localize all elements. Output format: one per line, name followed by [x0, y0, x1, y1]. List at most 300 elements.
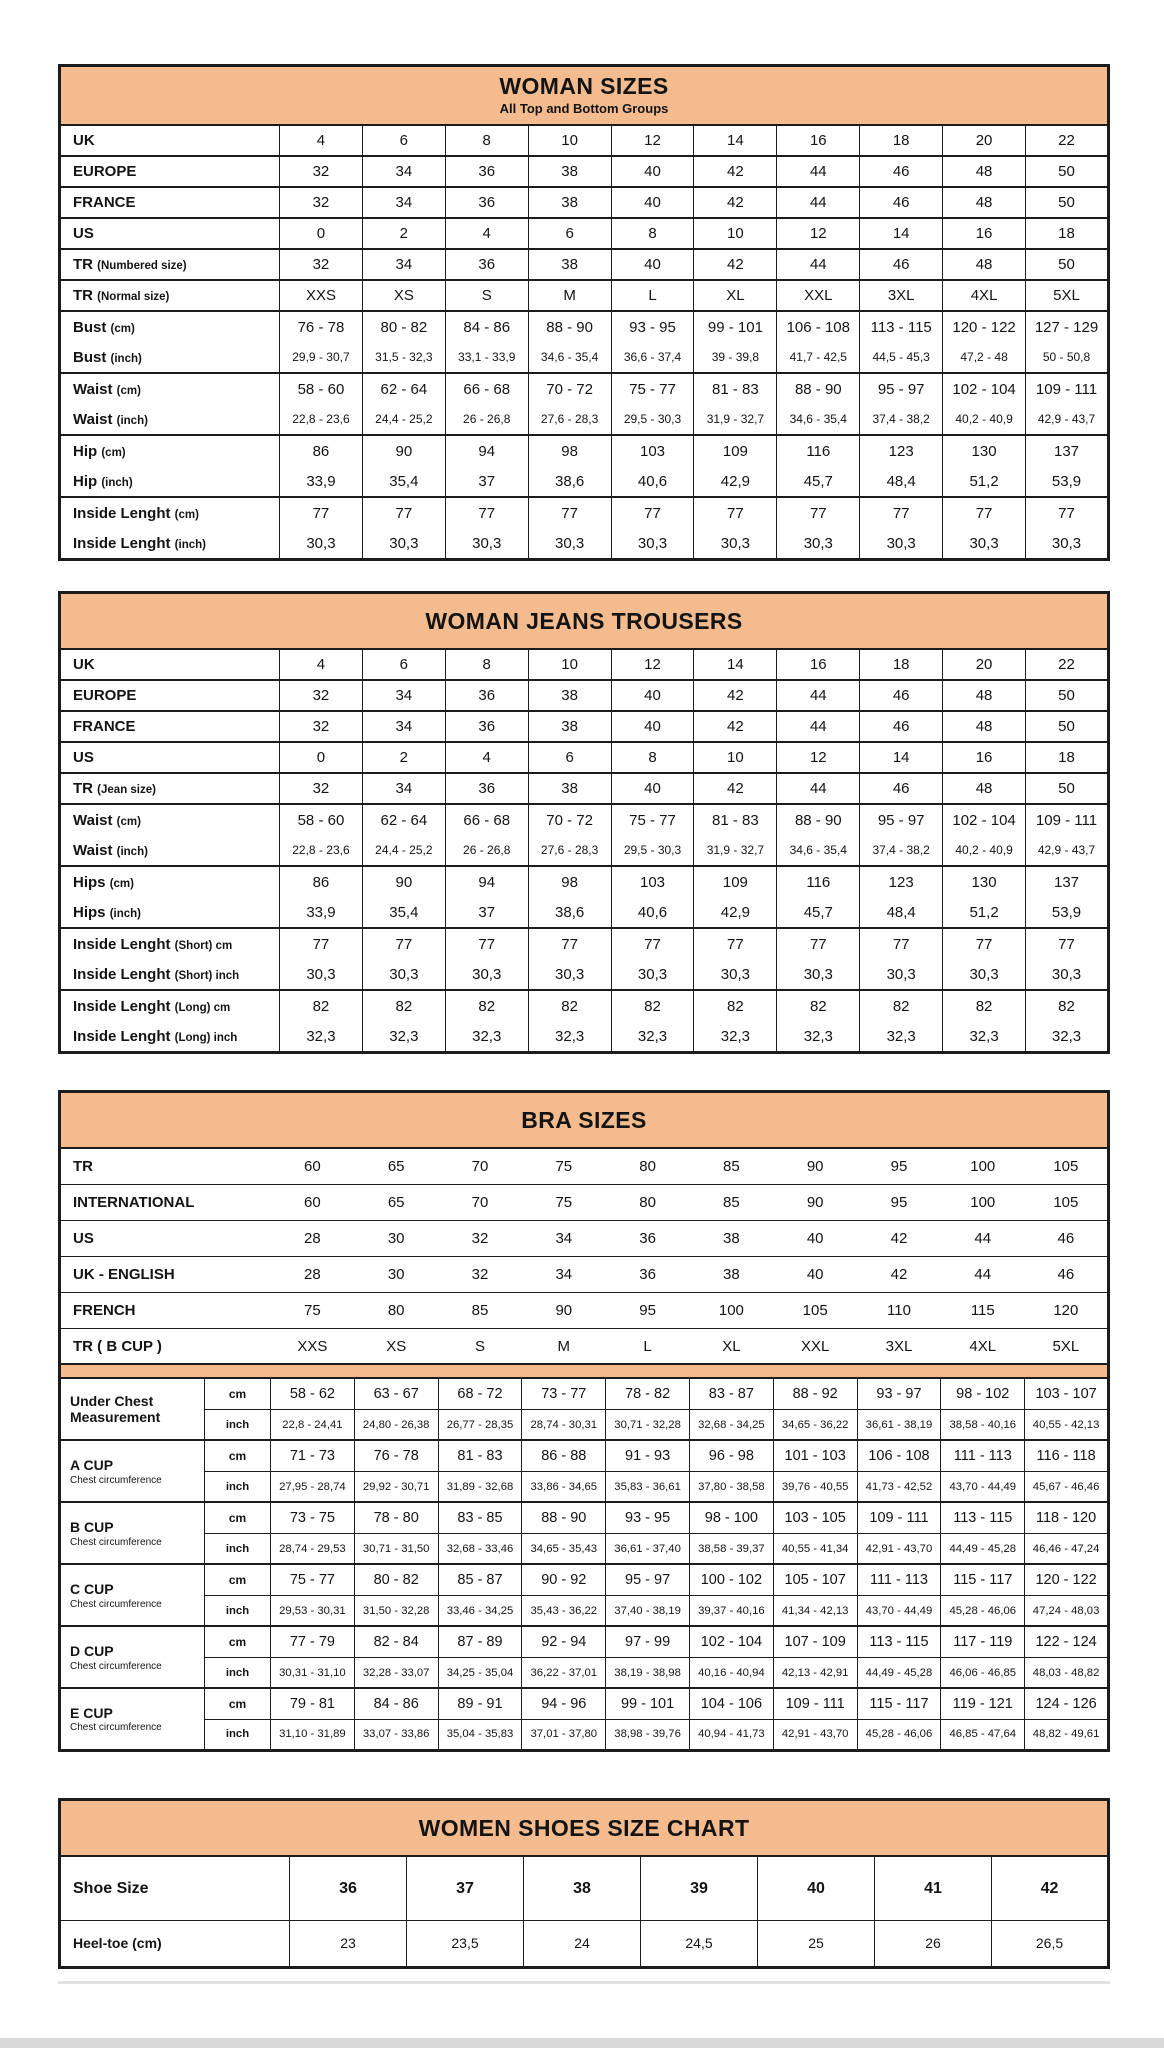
value-cell: 127 - 129	[1026, 311, 1109, 342]
value-cell: 113 - 115	[857, 1626, 941, 1657]
row-label-qualifier: (cm)	[174, 508, 199, 521]
row-label-qualifier: (Long) cm	[174, 1001, 231, 1014]
value-cell: 8	[611, 742, 694, 773]
value-cell: 12	[611, 125, 694, 156]
value-cell: 120 - 122	[1025, 1564, 1109, 1595]
value-cell: 0	[280, 218, 363, 249]
value-cell: 35,83 - 36,61	[606, 1471, 690, 1502]
row-label-text: FRANCE	[73, 718, 136, 736]
value-cell: 90	[362, 435, 445, 466]
value-cell: 30,3	[362, 959, 445, 990]
value-cell: 38	[689, 1256, 773, 1292]
value-cell: 46	[860, 249, 943, 280]
cup-label-text: Under Chest Measurement	[70, 1392, 161, 1426]
value-cell: 90	[773, 1184, 857, 1220]
value-cell: 91 - 93	[606, 1440, 690, 1471]
value-cell: 28	[271, 1220, 355, 1256]
value-cell: 6	[528, 218, 611, 249]
value-cell: 48	[943, 711, 1026, 742]
value-cell: 82	[1026, 990, 1109, 1021]
value-cell: 77	[860, 497, 943, 528]
value-cell: 77	[777, 928, 860, 959]
value-cell: 97 - 99	[606, 1626, 690, 1657]
value-cell: 80	[606, 1184, 690, 1220]
value-cell: 85	[438, 1292, 522, 1328]
table-row	[60, 959, 1109, 990]
value-cell: 130	[943, 435, 1026, 466]
value-cell: 26,77 - 28,35	[438, 1409, 522, 1440]
value-cell: 117 - 119	[941, 1626, 1025, 1657]
value-cell: 75 - 77	[611, 373, 694, 404]
value-cell: 45,7	[777, 897, 860, 928]
value-cell: 77	[943, 497, 1026, 528]
value-cell: 94	[445, 866, 528, 897]
value-cell: 66 - 68	[445, 804, 528, 835]
value-cell: 77	[528, 497, 611, 528]
value-cell: 24,4 - 25,2	[362, 835, 445, 866]
row-label	[60, 928, 280, 959]
row-label-qualifier: (Short) inch	[174, 969, 240, 982]
value-cell: 42,9	[694, 897, 777, 928]
value-cell: 78 - 80	[354, 1502, 438, 1533]
value-cell: 82	[528, 990, 611, 1021]
value-cell: 43,70 - 44,49	[857, 1595, 941, 1626]
value-cell: 36,6 - 37,4	[611, 342, 694, 373]
value-cell: 45,28 - 46,06	[857, 1719, 941, 1750]
value-cell: 77	[528, 928, 611, 959]
value-cell: 100	[941, 1148, 1025, 1184]
value-cell: 40	[611, 680, 694, 711]
row-label-qualifier: (inch)	[174, 538, 206, 551]
value-cell: 40	[773, 1220, 857, 1256]
value-cell: 124 - 126	[1025, 1688, 1109, 1719]
table-row	[60, 404, 1109, 435]
value-cell: 24,4 - 25,2	[362, 404, 445, 435]
value-cell: 38	[528, 249, 611, 280]
value-cell: 51,2	[943, 466, 1026, 497]
value-cell: 32,3	[777, 1021, 860, 1052]
row-label-qualifier: (inch)	[116, 414, 148, 427]
value-cell: 22,8 - 23,6	[280, 835, 363, 866]
value-cell: 46,46 - 47,24	[1025, 1533, 1109, 1564]
value-cell: 23,5	[407, 1920, 524, 1967]
value-cell: 75	[522, 1184, 606, 1220]
value-cell: 30,3	[1026, 959, 1109, 990]
value-cell: 73 - 77	[522, 1378, 606, 1409]
table-row	[60, 866, 1109, 897]
value-cell: 93 - 95	[611, 311, 694, 342]
value-cell: 46	[860, 680, 943, 711]
cup-sublabel-text: Chest circumference	[70, 1536, 162, 1548]
value-cell: 34	[362, 773, 445, 804]
value-cell: 99 - 101	[694, 311, 777, 342]
value-cell: 26	[875, 1920, 992, 1967]
table-row	[60, 1440, 1109, 1471]
value-cell: 30,71 - 31,50	[354, 1533, 438, 1564]
row-label	[60, 742, 280, 773]
value-cell: 12	[777, 218, 860, 249]
value-cell: 31,9 - 32,7	[694, 404, 777, 435]
value-cell: 40,2 - 40,9	[943, 835, 1026, 866]
value-cell: XL	[689, 1328, 773, 1364]
row-label	[60, 280, 280, 311]
value-cell: 4XL	[943, 280, 1026, 311]
value-cell: 77	[611, 497, 694, 528]
value-cell: 77	[280, 497, 363, 528]
band-row	[60, 1091, 1109, 1148]
value-cell: 81 - 83	[694, 804, 777, 835]
row-label	[60, 125, 280, 156]
value-cell: 116	[777, 435, 860, 466]
value-cell: 42,9 - 43,7	[1026, 835, 1109, 866]
value-cell: 30,3	[280, 528, 363, 559]
value-cell: 50	[1026, 249, 1109, 280]
row-label	[60, 156, 280, 187]
row-label	[60, 249, 280, 280]
value-cell: 24,5	[641, 1920, 758, 1967]
table-row	[60, 1409, 1109, 1440]
value-cell: 113 - 115	[941, 1502, 1025, 1533]
row-label-text: Waist	[73, 841, 113, 859]
unit-label-cm: cm	[205, 1688, 271, 1719]
value-cell: 63 - 67	[354, 1378, 438, 1409]
row-label-qualifier: (inch)	[109, 907, 141, 920]
row-label	[60, 466, 280, 497]
value-cell: 40,55 - 42,13	[1025, 1409, 1109, 1440]
value-cell: 34	[362, 249, 445, 280]
shoes-size-section	[58, 1798, 1110, 1969]
value-cell: 40,16 - 40,94	[689, 1657, 773, 1688]
row-label-qualifier: (cm)	[109, 877, 134, 890]
table-title: BRA SIZES	[521, 1106, 647, 1133]
row-label	[60, 187, 280, 218]
value-cell: 115 - 117	[941, 1564, 1025, 1595]
value-cell: 39,37 - 40,16	[689, 1595, 773, 1626]
value-cell: 22,8 - 23,6	[280, 404, 363, 435]
value-cell: XS	[354, 1328, 438, 1364]
woman_jeans-header-band	[60, 592, 1109, 649]
woman_sizes-header-band	[60, 66, 1109, 126]
value-cell: 32,28 - 33,07	[354, 1657, 438, 1688]
value-cell: 38,6	[528, 466, 611, 497]
value-cell: 81 - 83	[694, 373, 777, 404]
row-label-qualifier: (Normal size)	[97, 291, 170, 304]
value-cell: 39	[641, 1856, 758, 1920]
value-cell: 4	[280, 125, 363, 156]
value-cell: 43,70 - 44,49	[941, 1471, 1025, 1502]
value-cell: 86 - 88	[522, 1440, 606, 1471]
value-cell: 3XL	[860, 280, 943, 311]
table-row	[60, 928, 1109, 959]
value-cell: XXL	[777, 280, 860, 311]
value-cell: 106 - 108	[777, 311, 860, 342]
value-cell: 40	[758, 1856, 875, 1920]
unit-label-inch: inch	[205, 1409, 271, 1440]
value-cell: 111 - 113	[857, 1564, 941, 1595]
value-cell: 50 - 50,8	[1026, 342, 1109, 373]
cup-label-text: E CUP	[70, 1704, 113, 1721]
cup-sublabel-text: Chest circumference	[70, 1660, 162, 1672]
value-cell: 41	[875, 1856, 992, 1920]
value-cell: 38	[689, 1220, 773, 1256]
value-cell: 80	[606, 1148, 690, 1184]
value-cell: L	[606, 1328, 690, 1364]
value-cell: 38	[528, 187, 611, 218]
value-cell: 102 - 104	[689, 1626, 773, 1657]
row-label-text: Inside Lenght	[73, 997, 171, 1015]
band-row	[60, 1799, 1109, 1856]
value-cell: 6	[362, 125, 445, 156]
row-label-text: UK	[73, 656, 95, 674]
value-cell: 23	[290, 1920, 407, 1967]
value-cell: 18	[1026, 218, 1109, 249]
value-cell: 32,68 - 34,25	[689, 1409, 773, 1440]
value-cell: 85 - 87	[438, 1564, 522, 1595]
value-cell: 18	[1026, 742, 1109, 773]
value-cell: 26 - 26,8	[445, 404, 528, 435]
value-cell: 40,55 - 41,34	[773, 1533, 857, 1564]
value-cell: XS	[362, 280, 445, 311]
table-row	[60, 804, 1109, 835]
value-cell: 48	[943, 156, 1026, 187]
value-cell: 34,25 - 35,04	[438, 1657, 522, 1688]
value-cell: 4	[445, 742, 528, 773]
value-cell: M	[522, 1328, 606, 1364]
row-label	[60, 773, 280, 804]
value-cell: 62 - 64	[362, 373, 445, 404]
value-cell: 120	[1025, 1292, 1109, 1328]
cup-sublabel-text: Chest circumference	[70, 1722, 162, 1734]
value-cell: 30,3	[943, 959, 1026, 990]
value-cell: 68 - 72	[438, 1378, 522, 1409]
value-cell: 70 - 72	[528, 373, 611, 404]
value-cell: 99 - 101	[606, 1688, 690, 1719]
table-row	[60, 990, 1109, 1021]
table-row	[60, 1688, 1109, 1719]
row-label-text: Inside Lenght	[73, 965, 171, 983]
value-cell: M	[528, 280, 611, 311]
unit-label-cm: cm	[205, 1564, 271, 1595]
value-cell: 27,6 - 28,3	[528, 835, 611, 866]
value-cell: 34,6 - 35,4	[528, 342, 611, 373]
value-cell: 22,8 - 24,41	[271, 1409, 355, 1440]
value-cell: 29,5 - 30,3	[611, 835, 694, 866]
value-cell: 76 - 78	[354, 1440, 438, 1471]
value-cell: 42,9	[694, 466, 777, 497]
value-cell: 102 - 104	[943, 373, 1026, 404]
value-cell: 38,58 - 40,16	[941, 1409, 1025, 1440]
value-cell: 33,86 - 34,65	[522, 1471, 606, 1502]
value-cell: 30,3	[943, 528, 1026, 559]
value-cell: 31,10 - 31,89	[271, 1719, 355, 1750]
value-cell: 48,4	[860, 897, 943, 928]
value-cell: 30,3	[280, 959, 363, 990]
value-cell: 32	[438, 1220, 522, 1256]
value-cell: 30,3	[860, 528, 943, 559]
value-cell: 82	[777, 990, 860, 1021]
value-cell: 82	[280, 990, 363, 1021]
value-cell: 46	[860, 156, 943, 187]
value-cell: 75 - 77	[611, 804, 694, 835]
value-cell: 32,3	[1026, 1021, 1109, 1052]
value-cell: 50	[1026, 773, 1109, 804]
value-cell: 37	[445, 466, 528, 497]
row-label-qualifier: (Long) inch	[174, 1031, 238, 1044]
value-cell: 30,71 - 32,28	[606, 1409, 690, 1440]
value-cell: 109 - 111	[1026, 373, 1109, 404]
value-cell: 60	[271, 1184, 355, 1220]
value-cell: 40	[773, 1256, 857, 1292]
value-cell: 41,34 - 42,13	[773, 1595, 857, 1626]
value-cell: 98 - 102	[941, 1378, 1025, 1409]
table-row	[60, 897, 1109, 928]
value-cell: 29,5 - 30,3	[611, 404, 694, 435]
value-cell: 37,4 - 38,2	[860, 404, 943, 435]
page-shadow-line	[58, 1981, 1110, 1984]
row-label-text: Inside Lenght	[73, 534, 171, 552]
value-cell: 90	[522, 1292, 606, 1328]
value-cell: 34,65 - 36,22	[773, 1409, 857, 1440]
value-cell: 34	[522, 1220, 606, 1256]
value-cell: 90 - 92	[522, 1564, 606, 1595]
row-label	[60, 218, 280, 249]
row-label-text: Waist	[73, 811, 113, 829]
value-cell: 48	[943, 187, 1026, 218]
value-cell: 14	[694, 649, 777, 680]
value-cell: 31,50 - 32,28	[354, 1595, 438, 1626]
value-cell: 25	[758, 1920, 875, 1967]
woman-jeans-section	[58, 591, 1110, 1054]
value-cell: 48	[943, 249, 1026, 280]
value-cell: 82	[694, 990, 777, 1021]
value-cell: 66 - 68	[445, 373, 528, 404]
value-cell: 51,2	[943, 897, 1026, 928]
value-cell: 32,68 - 33,46	[438, 1533, 522, 1564]
value-cell: 71 - 73	[271, 1440, 355, 1471]
table-row	[60, 649, 1109, 680]
value-cell: 42	[694, 711, 777, 742]
value-cell: 75	[271, 1292, 355, 1328]
value-cell: 46,85 - 47,64	[941, 1719, 1025, 1750]
value-cell: 77	[694, 928, 777, 959]
value-cell: 105	[1025, 1184, 1109, 1220]
value-cell: 95	[857, 1184, 941, 1220]
table-subtitle: All Top and Bottom Groups	[499, 101, 669, 117]
value-cell: 42	[694, 773, 777, 804]
value-cell: 33,07 - 33,86	[354, 1719, 438, 1750]
value-cell: 93 - 95	[606, 1502, 690, 1533]
value-cell: 31,5 - 32,3	[362, 342, 445, 373]
unit-label-inch: inch	[205, 1657, 271, 1688]
value-cell: 42	[694, 249, 777, 280]
row-label-text: US	[73, 749, 94, 767]
table-title: WOMAN JEANS TROUSERS	[425, 607, 743, 634]
value-cell: 96 - 98	[689, 1440, 773, 1471]
value-cell: 77	[280, 928, 363, 959]
value-cell: 27,6 - 28,3	[528, 404, 611, 435]
value-cell: 32,3	[611, 1021, 694, 1052]
row-label	[60, 373, 280, 404]
value-cell: 77	[860, 928, 943, 959]
value-cell: 46	[860, 187, 943, 218]
value-cell: 109 - 111	[857, 1502, 941, 1533]
row-label: UK - ENGLISH	[60, 1256, 271, 1292]
row-label: Heel-toe (cm)	[60, 1920, 290, 1967]
value-cell: 33,46 - 34,25	[438, 1595, 522, 1626]
women-shoes-table	[58, 1798, 1110, 1969]
value-cell: 104 - 106	[689, 1688, 773, 1719]
value-cell: 42	[992, 1856, 1109, 1920]
value-cell: XXL	[773, 1328, 857, 1364]
value-cell: 32	[280, 249, 363, 280]
row-label-text: Hip	[73, 472, 98, 490]
table-row	[60, 773, 1109, 804]
value-cell: 88 - 90	[777, 373, 860, 404]
row-label	[60, 959, 280, 990]
value-cell: 44	[777, 680, 860, 711]
row-label-text: Hips	[73, 873, 106, 891]
value-cell: 29,9 - 30,7	[280, 342, 363, 373]
row-label: FRENCH	[60, 1292, 271, 1328]
value-cell: 26,5	[992, 1920, 1109, 1967]
value-cell: 36,61 - 37,40	[606, 1533, 690, 1564]
value-cell: 32	[280, 680, 363, 711]
value-cell: 48	[943, 680, 1026, 711]
value-cell: 8	[445, 125, 528, 156]
table-row	[60, 1378, 1109, 1409]
value-cell: 30,31 - 31,10	[271, 1657, 355, 1688]
value-cell: 109	[694, 866, 777, 897]
cup-group-label	[60, 1378, 205, 1440]
value-cell: 42,91 - 43,70	[857, 1533, 941, 1564]
value-cell: 80	[354, 1292, 438, 1328]
value-cell: 100	[941, 1184, 1025, 1220]
value-cell: 4	[445, 218, 528, 249]
value-cell: 31,9 - 32,7	[694, 835, 777, 866]
value-cell: 44	[777, 249, 860, 280]
value-cell: 10	[694, 742, 777, 773]
value-cell: 2	[362, 218, 445, 249]
row-label-qualifier: (cm)	[116, 815, 141, 828]
value-cell: 109 - 111	[773, 1688, 857, 1719]
value-cell: 36,61 - 38,19	[857, 1409, 941, 1440]
value-cell: 42,13 - 42,91	[773, 1657, 857, 1688]
table-row	[60, 528, 1109, 559]
value-cell: S	[438, 1328, 522, 1364]
value-cell: 6	[528, 742, 611, 773]
value-cell: 75	[522, 1148, 606, 1184]
value-cell: 28,74 - 29,53	[271, 1533, 355, 1564]
unit-label-cm: cm	[205, 1502, 271, 1533]
value-cell: 88 - 90	[777, 804, 860, 835]
value-cell: 36	[606, 1220, 690, 1256]
value-cell: 105	[773, 1292, 857, 1328]
value-cell: 103 - 107	[1025, 1378, 1109, 1409]
value-cell: 70	[438, 1148, 522, 1184]
value-cell: 45,67 - 46,46	[1025, 1471, 1109, 1502]
value-cell: 46,06 - 46,85	[941, 1657, 1025, 1688]
value-cell: 36	[445, 156, 528, 187]
value-cell: 36,22 - 37,01	[522, 1657, 606, 1688]
value-cell: 37,01 - 37,80	[522, 1719, 606, 1750]
value-cell: 29,92 - 30,71	[354, 1471, 438, 1502]
value-cell: 30,3	[445, 528, 528, 559]
cup-label-text: C CUP	[70, 1580, 114, 1597]
value-cell: 30,3	[777, 959, 860, 990]
value-cell: 30,3	[611, 959, 694, 990]
value-cell: 42	[694, 680, 777, 711]
value-cell: 47,24 - 48,03	[1025, 1595, 1109, 1626]
